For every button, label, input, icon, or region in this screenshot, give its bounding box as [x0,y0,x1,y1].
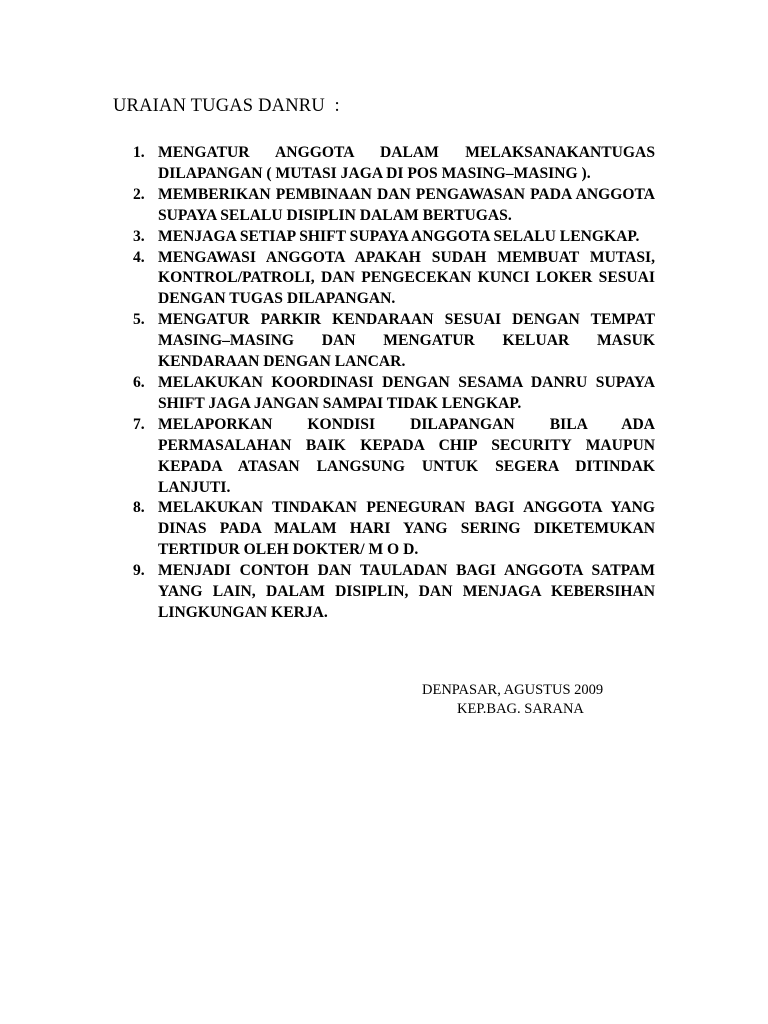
duty-number: 2. [133,185,145,203]
duty-text: MEMBERIKAN PEMBINAAN DAN PENGAWASAN PADA ANGGOTA SUPAYA SELALU DISIPLIN DALAM BERTUGAS. [158,185,655,224]
duty-item [133,373,655,415]
duty-item [133,310,655,373]
duty-number: 7. [133,415,145,433]
duty-item [133,248,655,311]
duty-item [133,143,655,185]
duty-number: 1. [133,144,145,161]
signature-role: KEP.BAG. SARANA [457,701,584,717]
duty-item [133,498,655,561]
duty-number: 8. [133,499,145,517]
duty-text: MENGATUR ANGGOTA DALAM MELAKSANAKANTUGAS DILAPANGAN ( MUTASI JAGA DI POS MASING–MASING ). [158,144,655,182]
duty-item [133,561,655,624]
duty-number: 9. [133,562,145,580]
duty-text: MELAPORKAN KONDISI DILAPANGAN BILA ADA PERMASALAHAN BAIK KEPADA CHIP SECURITY MAUPUN KEPADA ATASAN LANGSUNG UNTUK SEGERA DITINDAK LANJUTI. [158,415,655,496]
duty-text: MENGATUR PARKIR KENDARAAN SESUAI DENGAN TEMPAT MASING–MASING DAN MENGATUR KELUAR MASUK KENDARAAN DENGAN LANCAR. [158,311,655,371]
duty-text: MELAKUKAN TINDAKAN PENEGURAN BAGI ANGGOTA YANG DINAS PADA MALAM HARI YANG SERING DIKETEMUKAN TERTIDUR OLEH DOKTER/ M O D. [158,499,655,559]
duty-item [133,227,655,248]
duty-item [133,415,655,499]
duty-number: 5. [133,311,145,329]
signature-place-date: DENPASAR, AGUSTUS 2009 [422,682,604,698]
duty-text: MELAKUKAN KOORDINASI DENGAN SESAMA DANRU SUPAYA SHIFT JAGA JANGAN SAMPAI TIDAK LENGKAP. [158,373,655,412]
duty-number: 6. [133,373,145,391]
duty-number: 4. [133,248,145,266]
duty-number: 3. [133,227,145,245]
duty-text: MENJAGA SETIAP SHIFT SUPAYA ANGGOTA SELALU LENGKAP. [158,227,640,245]
duty-item [133,185,655,227]
duty-text: MENGAWASI ANGGOTA APAKAH SUDAH MEMBUAT MUTASI, KONTROL/PATROLI, DAN PENGECEKAN KUNCI LOKER SESUAI DENGAN TUGAS DILAPANGAN. [158,248,655,308]
duty-text: MENJADI CONTOH DAN TAULADAN BAGI ANGGOTA SATPAM YANG LAIN, DALAM DISIPLIN, DAN MENJAGA KEBERSIHAN LINGKUNGAN KERJA. [158,562,655,621]
duty-list [133,143,655,624]
document-title: URAIAN TUGAS DANRU : [113,96,340,116]
